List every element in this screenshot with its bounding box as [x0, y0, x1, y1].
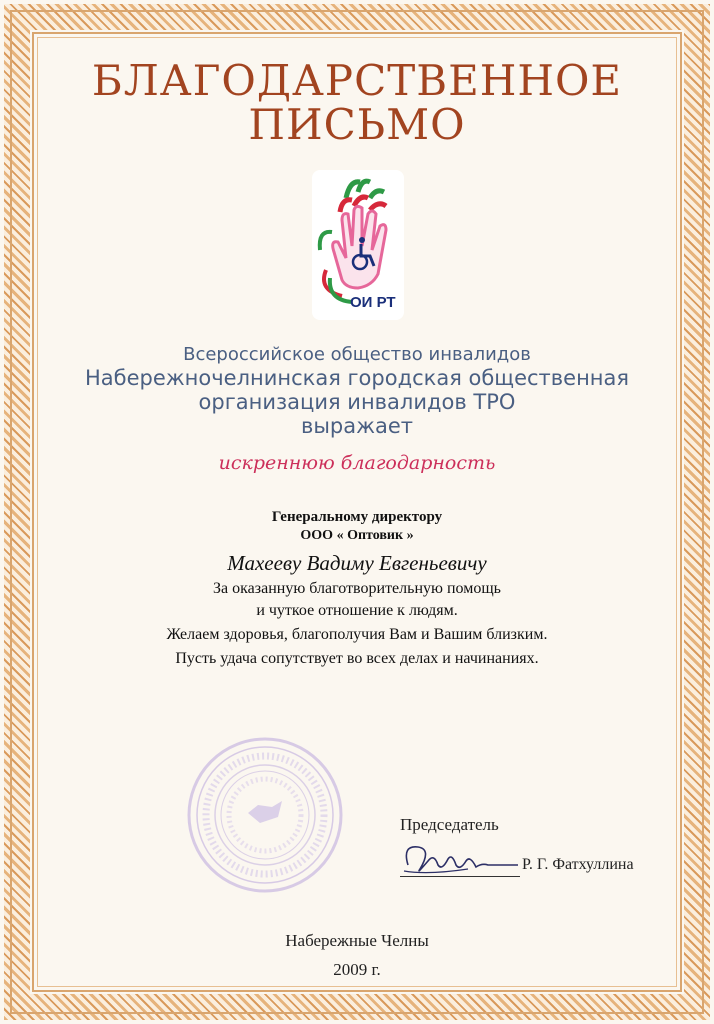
recipient-position: Генеральному директору	[271, 509, 443, 525]
message-line-3: Желаем здоровья, благополучия Вам и Вашим близким.	[166, 626, 548, 643]
city: Набережные Челны	[285, 931, 429, 950]
signatory-name: Р. Г. Фатхуллина	[522, 856, 634, 873]
recipient-name: Махееву Вадиму Евгеньевичу	[227, 551, 487, 575]
organization-line-1: Всероссийское общество инвалидов	[183, 344, 531, 365]
gratitude-phrase: искреннюю благодарность	[218, 452, 496, 474]
year: 2009 г.	[333, 960, 381, 979]
document-title-line2: ПИСЬМО	[248, 100, 466, 149]
message-line-2: и чуткое отношение к людям.	[256, 602, 458, 619]
document-title: БЛАГОДАРСТВЕННОЕ	[91, 56, 623, 105]
message-line-1: За оказанную благотворительную помощь	[213, 580, 501, 597]
logo-text: ОИ РТ	[350, 294, 396, 311]
signatory-position: Председатель	[400, 815, 499, 834]
organization-logo	[312, 170, 404, 320]
handwritten-signature	[398, 835, 523, 880]
message-line-4: Пусть удача сопутствует во всех делах и начинаниях.	[175, 650, 539, 667]
organization-line-2: Набережночелнинская городская общественная	[84, 366, 630, 390]
organization-line-3: организация инвалидов ТРО	[198, 390, 516, 414]
signature-line	[400, 876, 520, 877]
official-stamp-icon	[180, 735, 350, 895]
recipient-company: ООО « Оптовик »	[300, 528, 414, 543]
organization-line-4: выражает	[300, 414, 414, 438]
